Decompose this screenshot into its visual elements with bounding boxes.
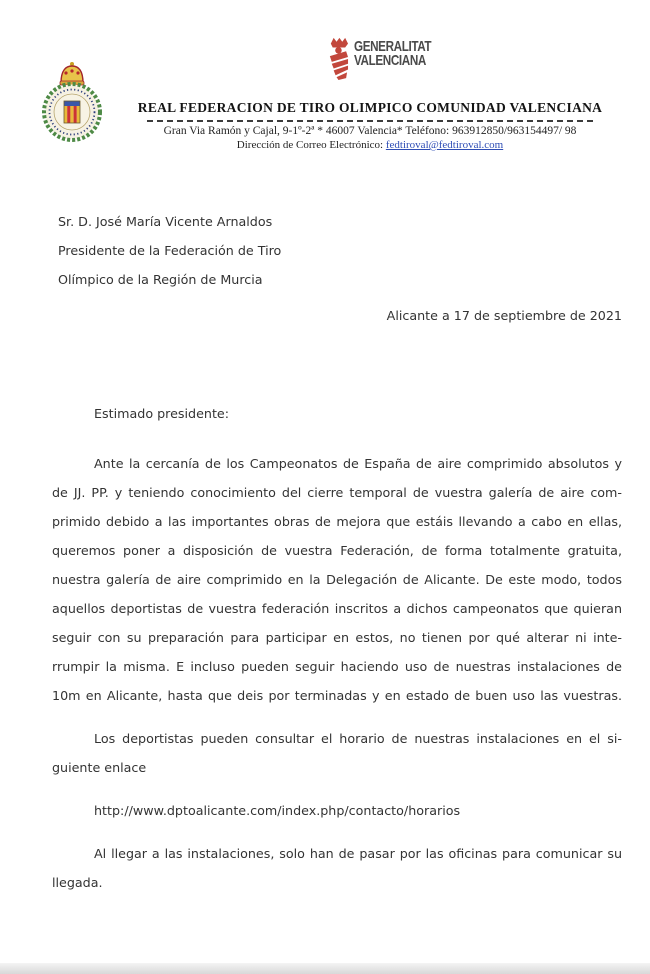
body-line: llegada. (52, 875, 103, 890)
body-line: queremos poner a disposición de vuestra Federación, de forma totalmente gratuita, (52, 543, 622, 558)
body-line: seguir con su preparación para participar en estos, no tienen por qué alterar ni inte- (52, 630, 622, 645)
gv-logo-line2: VALENCIANA (354, 51, 426, 69)
paragraph-2 (52, 724, 622, 782)
dashed-divider (147, 120, 593, 122)
federation-crest-icon (39, 60, 105, 142)
org-title: REAL FEDERACION DE TIRO OLIMPICO COMUNIDAD VALENCIANA (137, 100, 603, 115)
body-line: aquellos deportistas de vuestra federación inscritos a dichos campeonatos que quieran (52, 601, 622, 616)
recipient-line: Presidente de la Federación de Tiro (58, 243, 282, 258)
body-line: Ante la cercanía de los Campeonatos de España de aire comprimido absolutos y (94, 456, 622, 471)
date-line: Alicante a 17 de septiembre de 2021 (386, 308, 622, 323)
letter-body (52, 207, 622, 897)
gv-logo-text (354, 36, 431, 67)
paragraph-3 (52, 839, 622, 897)
body-line: Al llegar a las instalaciones, solo han de pasar por las oficinas para comunicar su (94, 846, 622, 861)
letter-paragraphs (52, 449, 622, 897)
body-line: Los deportistas pueden consultar el horario de nuestras instalaciones en el si- (94, 731, 622, 746)
recipient-line: Olímpico de la Región de Murcia (58, 272, 263, 287)
generalitat-valenciana-logo (326, 36, 453, 80)
generalitat-emblem-icon (326, 36, 349, 80)
recipient-block (52, 207, 622, 294)
body-line: 10m en Alicante, hasta que deis por terminadas y en estado de buen uso las vuestras. (52, 688, 622, 703)
body-line: de JJ. PP. y teniendo conocimiento del cierre temporal de vuestra galería de aire com- (52, 485, 622, 500)
paragraph-1 (52, 449, 622, 710)
paragraph-url (52, 796, 622, 825)
recipient-line: Sr. D. José María Vicente Arnaldos (58, 214, 273, 229)
body-line: rrumpir la misma. E incluso pueden seguir haciendo uso de nuestras instalaciones de (52, 659, 622, 674)
gv-logo-line1: GENERALITAT (354, 38, 432, 55)
scan-bottom-edge (0, 963, 650, 974)
salutation: Estimado presidente: (94, 406, 229, 421)
body-line: guiente enlace (52, 760, 147, 775)
email-label: Dirección de Correo Electrónico: (236, 139, 386, 151)
body-line: nuestra galería de aire comprimido en la Delegación de Alicante. De este modo, todos (52, 572, 622, 587)
address-line: Gran Via Ramón y Cajal, 9-1º-2ª * 46007 Valencia* Teléfono: 963912850/963154497/ 98 (163, 125, 577, 137)
email-line (118, 139, 622, 151)
letterhead (118, 100, 622, 151)
body-line: primido debido a las importantes obras de mejora que estáis llevando a cabo en ellas, (52, 514, 622, 529)
url-line: http://www.dptoalicante.com/index.php/contacto/horarios (94, 803, 461, 818)
email-link[interactable]: fedtiroval@fedtiroval.com (385, 139, 504, 151)
